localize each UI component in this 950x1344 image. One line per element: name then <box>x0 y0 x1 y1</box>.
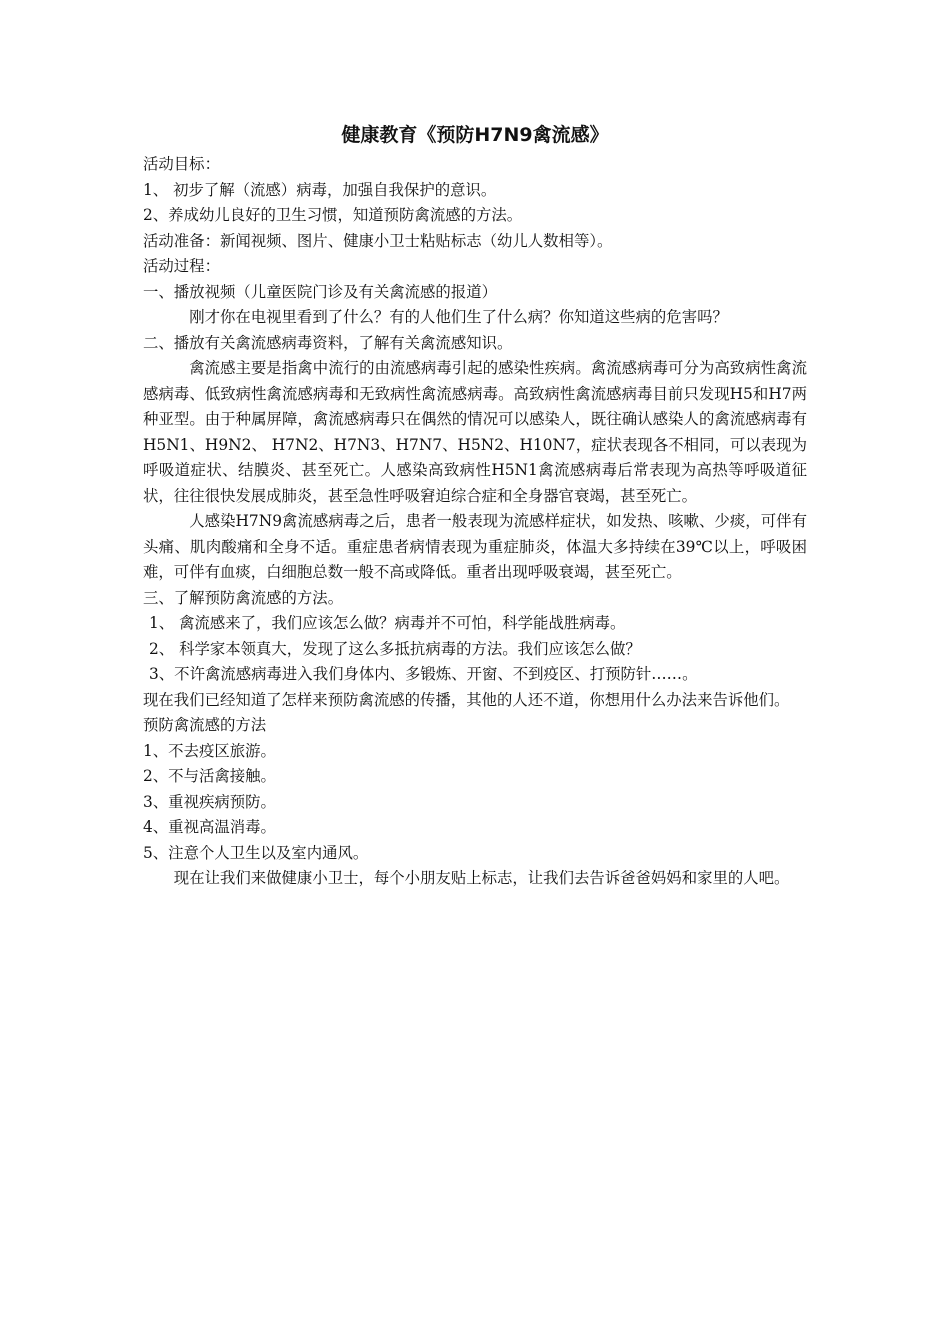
step3-heading: 三、了解预防禽流感的方法。 <box>143 588 344 607</box>
goal-item-1: 1、 初步了解（流感）病毒，加强自我保护的意识。 <box>143 180 497 199</box>
goals-heading: 活动目标： <box>143 155 220 173</box>
step3-question-2: 2、 科学家本领真大，发现了这么多抵抗病毒的方法。我们应该怎么做？ <box>149 639 641 658</box>
step3-question-3: 3、不许禽流感病毒进入我们身体内、多锻炼、开窗、不到疫区、打预防针……。 <box>149 665 698 683</box>
document-title: 健康教育《预防H7N9禽流感》 <box>341 124 609 146</box>
method-item-2: 2、不与活禽接触。 <box>143 767 276 785</box>
goal-item-2: 2、养成幼儿良好的卫生习惯，知道预防禽流感的方法。 <box>143 206 523 224</box>
closing-paragraph: 现在让我们来做健康小卫士，每个小朋友贴上标志，让我们去告诉爸爸妈妈和家里的人吧。 <box>173 869 790 887</box>
step2-paragraph-2: 人感染H7N9禽流感病毒之后，患者一般表现为流感样症状，如发热、咳嗽、少痰，可伴有头痛、肌肉酸痛和全身不适。重症患者病情表现为重症肺炎，体温大多持续在39℃以上，呼吸困难，可伴有血痰，白细胞总数一般不高或降低。重者出现呼吸衰竭，甚至死亡。 <box>143 512 807 581</box>
method-item-3: 3、重视疾病预防。 <box>143 792 276 811</box>
method-item-5: 5、注意个人卫生以及室内通风。 <box>143 843 369 862</box>
methods-heading: 预防禽流感的方法 <box>143 716 267 734</box>
step1-paragraph: 刚才你在电视里看到了什么？有的人他们生了什么病？你知道这些病的危害吗？ <box>189 308 728 326</box>
document-page <box>143 118 807 892</box>
step3-question-1: 1、 禽流感来了，我们应该怎么做？病毒并不可怕，科学能战胜病毒。 <box>149 614 626 632</box>
step3-paragraph: 现在我们已经知道了怎样来预防禽流感的传播，其他的人还不道，你想用什么办法来告诉他们。 <box>143 690 790 709</box>
step1-heading: 一、播放视频（儿童医院门诊及有关禽流感的报道） <box>143 282 497 301</box>
process-heading: 活动过程： <box>143 257 220 275</box>
method-item-4: 4、重视高温消毒。 <box>143 818 276 836</box>
step2-heading: 二、播放有关禽流感病毒资料，了解有关禽流感知识。 <box>143 333 513 352</box>
preparation-text: 活动准备：新闻视频、图片、健康小卫士粘贴标志（幼儿人数相等）。 <box>143 231 613 250</box>
step2-paragraph-1: 禽流感主要是指禽中流行的由流感病毒引起的感染性疾病。禽流感病毒可分为高致病性禽流感病毒、低致病性禽流感病毒和无致病性禽流感病毒。高致病性禽流感病毒目前只发现H5和H7两种亚型。由于种属屏障，禽流感病毒只在偶然的情况可以感染人，既往确认感染人的禽流感病毒有H5N1、H9N2、 H7N2、H7N3、H7N7、H5N2、H10N7，症状表现各不相同，可以表现为呼吸道症状、结膜炎、甚至死亡。人感染高致病性H5N1禽流感病毒后常表现为高热等呼吸道征状，往往很快发展成肺炎，甚至急性呼吸窘迫综合症和全身器官衰竭，甚至死亡。 <box>143 359 807 505</box>
method-item-1: 1、不去疫区旅游。 <box>143 741 276 760</box>
